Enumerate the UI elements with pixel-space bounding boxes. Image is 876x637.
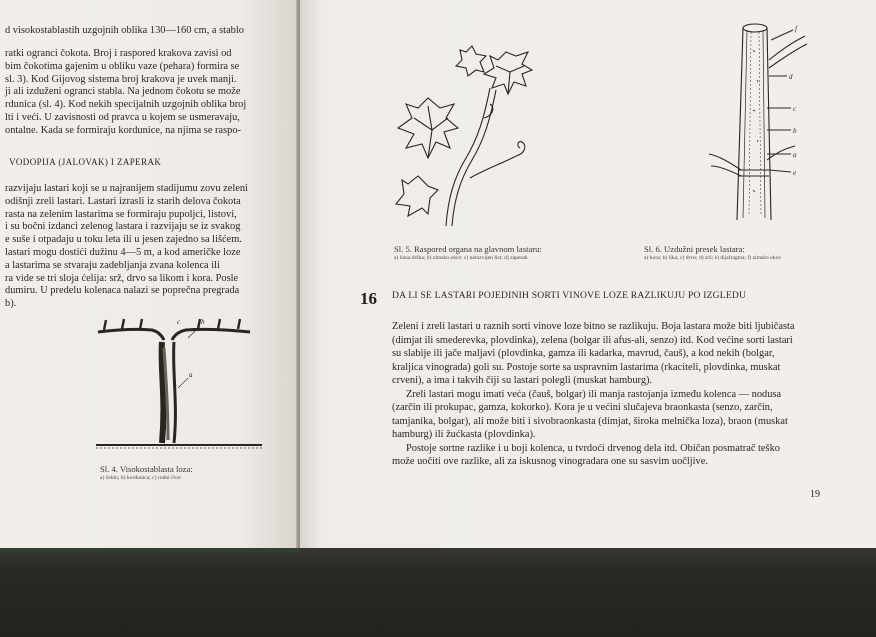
text-line: ji ali izduženi ogranci stabla. Na jednom čokotu se može [5, 86, 241, 98]
caption-title: Sl. 6. Uzdužni presek lastara: [644, 244, 745, 254]
text-line: ratki ogranci čokota. Broj i raspored krakova zavisi od [5, 48, 232, 59]
text-line: bim čokotima gajenim u obliku vaze (pehara) formira se [5, 60, 240, 72]
text-line: (zarčin ili prokupac, gamza, kokorko). Kora je u većini slučajeva braonkasta (senzo, zarčin, [392, 402, 773, 413]
text-line: ra vide se tri sloja ćelija: srž, drvo sa likom i kora. Posle [5, 272, 239, 284]
text-line: ontalne. Kada se formiraju kordunice, na njima se raspo- [5, 124, 242, 136]
caption-title: Sl. 4. Visokostablasta loza: [100, 464, 193, 474]
fig4-label-a: a [189, 371, 193, 379]
fig6-label-d: d [789, 73, 793, 81]
right-page [300, 0, 876, 548]
text-line: a lastarima se stvaraju zadebljanja zvana kolenca ili [5, 259, 220, 271]
text-line: lastari mogu dostići dužinu 4—5 m, a kod američke loze [5, 246, 241, 258]
left-para-1 [5, 25, 244, 38]
fig4-label-c: c [177, 318, 181, 326]
text-line: rdunica (sl. 4). Kod nekih specijalnih uzgojnih oblika broj [5, 99, 247, 111]
fig6-label-c: c [793, 105, 797, 113]
section-title: DA LI SE LASTARI POJEDINIH SORTI VINOVE LOZE RAZLIKUJU PO IZGLEDU [392, 290, 747, 301]
left-para-1b [5, 48, 246, 138]
text-line: odišnji zreli lastari. Lastari izrasli iz starih delova čokota [5, 195, 241, 207]
fig6-label-a: a [793, 151, 797, 159]
text-line: rasta na zelenim lastarima se formiraju pupoljci, listovi, [5, 208, 237, 220]
section-number: 16 [360, 289, 377, 308]
section-heading: VODOPIJA (JALOVAK) I ZAPERAK [9, 157, 162, 167]
text-line: i su bočni izdanci zelenog lastara i razvijaju se iz svakog [5, 221, 241, 233]
fig6-label-b: b [793, 127, 797, 135]
figure-6-caption [644, 244, 781, 262]
text-line: Postoje sortne razlike i u boji kolenca, u tvrdoći drvenog dela itd. Običan posmatrač teško [406, 442, 780, 454]
text-line: dumiru. U predelu kolenaca nalazi se poprečna pregrada [5, 285, 240, 297]
text-line: hamburg) ili žućkasta (plovdinka). [392, 429, 536, 440]
book-cover-edge [0, 540, 876, 637]
caption-legend: a) čeblo; b) kordunica; c) rodni čvor [100, 475, 182, 481]
text-line: (dimjat ili smederevka, plovdinka), zelena (bolgar ili afus-ali, senzo) itd. Kod većine sorti lastari [392, 334, 793, 346]
text-line: kraljica vinograda) goli su. Postoje sorte sa uspravnim lastarima (rkaciteli, plovdinka, muskat [392, 361, 781, 373]
figure-6-longitudinal-section [705, 20, 825, 230]
figure-5-caption [394, 244, 542, 262]
figure-4-caption [100, 464, 193, 482]
page-number: 19 [810, 489, 820, 500]
text-line: e suše i otpadaju u toku leta ili u jesen zajedno sa lišćem. [5, 234, 242, 246]
caption-legend: a) lisna drška; b) zimsko okce; c) nerazvijen list; d) zaperak [394, 255, 528, 261]
left-page [0, 0, 298, 548]
figure-5-shoot-organs [388, 38, 548, 228]
section-body [392, 320, 795, 469]
caption-legend: a) kora; b) lika; c) drvo; d) srž; e) dijafragma; f) zimsko okce [644, 255, 781, 261]
fig6-label-f: f [795, 25, 797, 33]
text-line: su slabije ili jače maljavi (plovdinka, gamza ili kadarka, mavrud, čauš), a kod nekih (bolgar, [392, 348, 775, 359]
text-line: crveni), a ima i takvih čiji su lastari polegli (muskat hamburg). [392, 375, 653, 386]
fig4-label-b: b [201, 318, 205, 326]
text-line: lti i veći. U zavisnosti od pravca u kojem se usmeravaju, [5, 111, 240, 123]
fig6-label-e: e [793, 169, 797, 177]
left-para-2 [5, 183, 248, 311]
text-line: može uočiti ove razlike, ali za iskusnog vinogradara one su sasvim uočljive. [392, 456, 708, 467]
caption-title: Sl. 5. Raspored organa na glavnom lastaru: [394, 244, 542, 254]
text-line: razvijaju lastari koji se u najranijem stadijumu zovu zeleni [5, 183, 248, 194]
text-line: b). [5, 298, 17, 310]
text-line: d visokostablastih uzgojnih oblika 130—160 cm, a stablo [5, 25, 244, 36]
text-line: Zreli lastari mogu imati veća (čauš, bolgar) ili manja rastojanja između kolenca — nodusa [406, 388, 782, 400]
text-line: tamjanika, bolgar), ali može biti i sivobraonkasta (dimjat, široka melnička loza), braon (muskat [392, 415, 788, 427]
text-line: sl. 3). Kod Gijovog sistema broj krakova je uvek manji. [5, 73, 237, 85]
figure-4-tall-trunk-vine [90, 308, 270, 453]
text-line: Zeleni i zreli lastari u raznih sorti vinove loze bitno se razlikuju. Boja lastara može biti ljubičasta [392, 321, 795, 332]
